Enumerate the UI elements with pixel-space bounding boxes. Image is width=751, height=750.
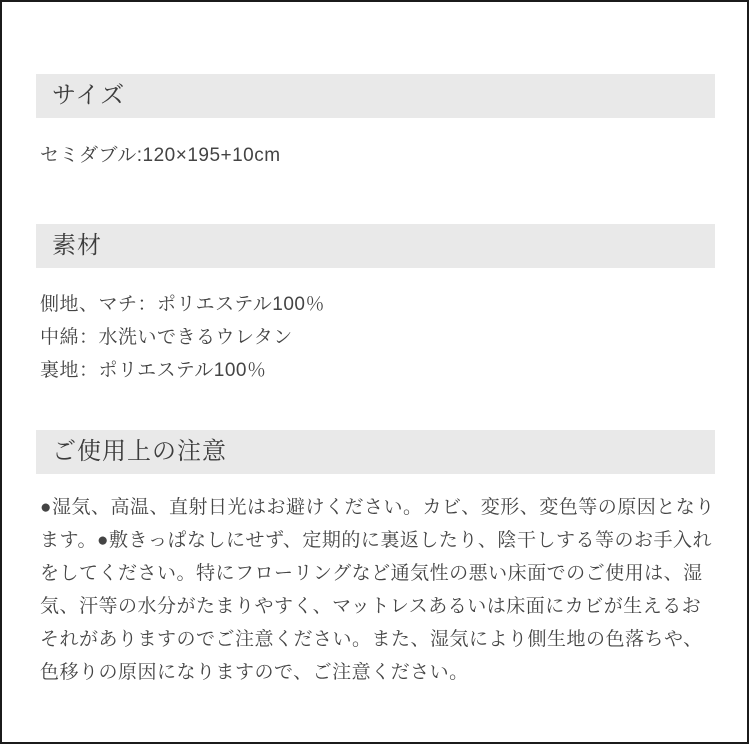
size-value: セミダブル:120×195+10cm [40,145,281,166]
material-line-cover: 側地、マチ：ポリエステル100％ [40,294,325,315]
section-heading-size: サイズ [36,74,715,118]
material-line-backing: 裏地：ポリエステル100％ [40,360,267,381]
material-list [36,288,715,387]
precautions-text: ●湿気、高温、直射日光はお避けください。カビ、変形、変色等の原因となります。●敷きっぱなしにせず、定期的に裏返したり、陰干しする等のお手入れをしてください。特にフローリングなど通気性の悪い床面でのご使用は、湿気、汗等の水分がたまりやすく、マットレスあるいは床面にカビが生えるおそれがありますのでご注意ください。また、湿気により側生地の色落ちや、色移りの原因になりますので、ご注意ください。 [40,497,715,683]
section-material [36,224,715,387]
section-heading-precautions: ご使用上の注意 [36,430,715,474]
section-precautions [36,430,715,689]
section-heading-material: 素材 [36,224,715,268]
material-line-filling: 中綿：水洗いできるウレタン [40,327,293,348]
section-size [36,74,715,172]
